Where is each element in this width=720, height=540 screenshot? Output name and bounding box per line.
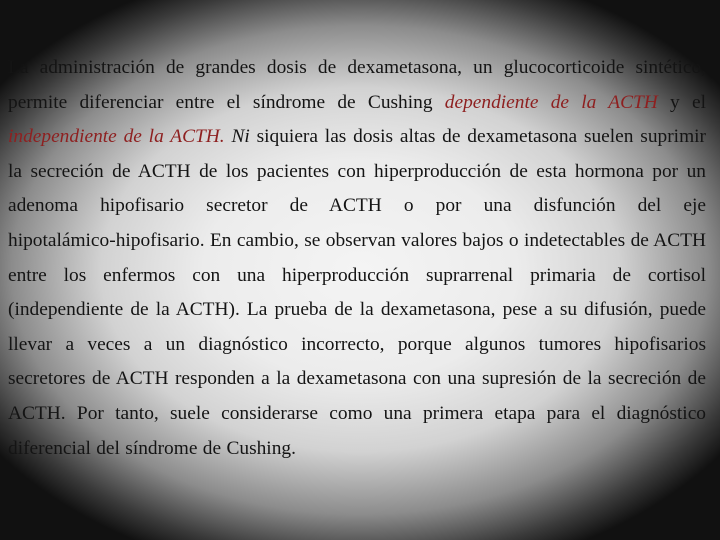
emphasis-independiente: independiente de la ACTH. (8, 126, 225, 148)
emphasis-dependiente: dependiente de la ACTH (444, 91, 658, 113)
body-paragraph (8, 51, 706, 466)
emphasis-ni: Ni (231, 126, 250, 148)
text-segment: siquiera las dosis altas de dexametasona suelen suprimir la secreción de ACTH de los pacientes con hiperproducción de esta hormona por un adenoma hipofisario secretor de ACTH o por una disfunción del eje hipotalámico‑hipofisario. En cambio, se observan valores bajos o indetectables de ACTH entre los enfermos con una hiperproducción suprarrenal primaria de cortisol (independiente de la ACTH). La prueba de la dexametasona, pese a su difusión, puede llevar a veces a un diagnóstico incorrecto, porque algunos tumores hipofisarios secretores de ACTH responden a la dexametasona con una supresión de la secreción de ACTH. Por tanto, suele considerarse como una primera etapa para el diagnóstico diferencial del síndrome de Cushing. (8, 126, 706, 459)
text-segment: La administración de grandes dosis de dexametasona, un glucocorticoide sintético, permite diferenciar entre el síndrome de Cushing (8, 57, 706, 113)
text-segment: y el (657, 91, 706, 113)
